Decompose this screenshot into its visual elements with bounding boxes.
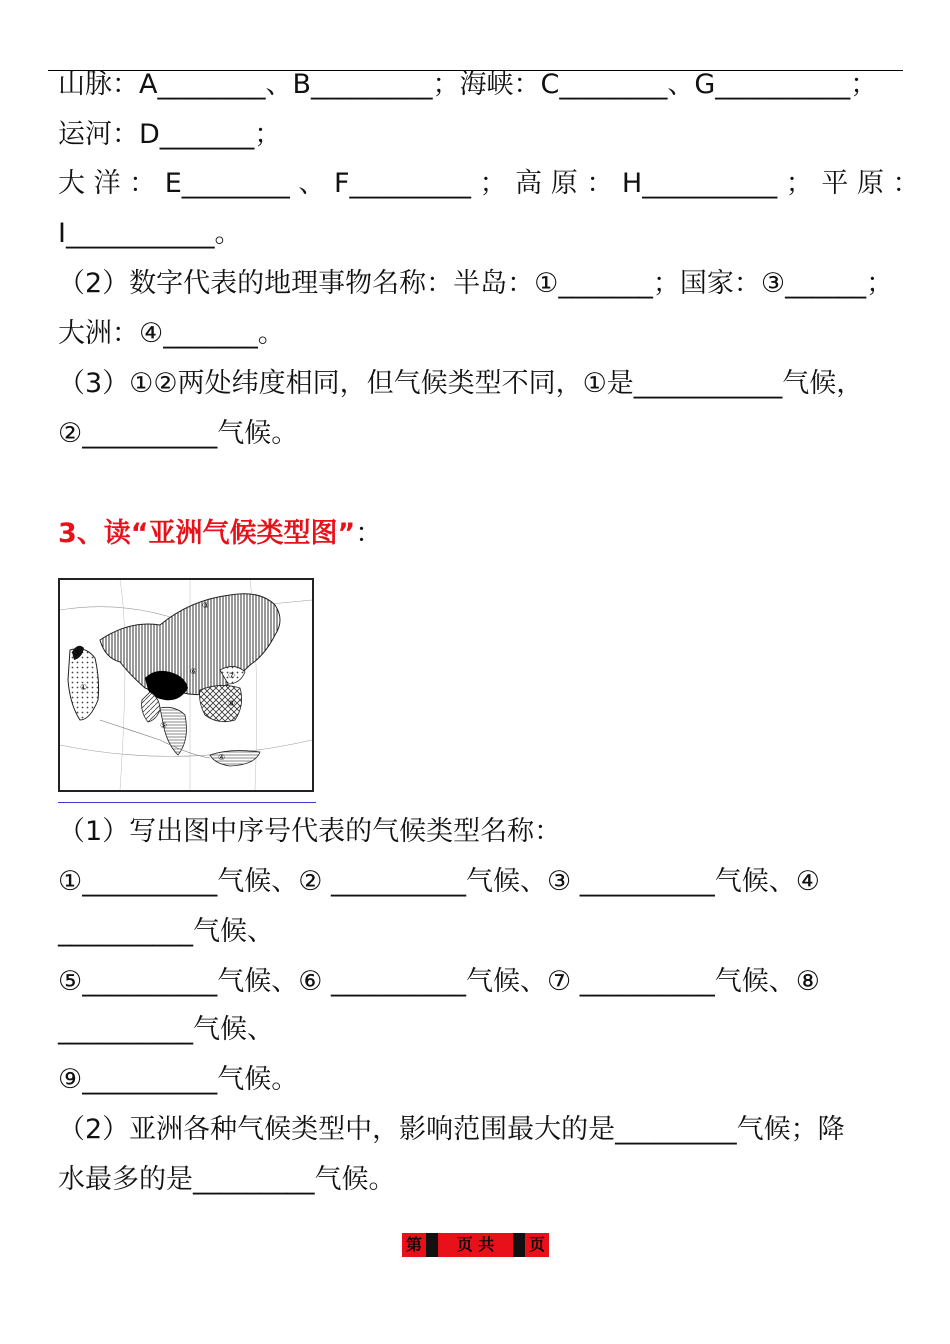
text-line: ①__________气候、② __________气候、③ __________气候、④ [58,866,820,897]
map-underline [58,802,316,803]
page-footer [402,1233,549,1257]
map-label: ② [74,649,82,658]
text-line: （3）①②两处纬度相同，但气候类型不同，①是___________气候， [58,368,864,399]
map-label: ④ [218,753,226,762]
map-label: ⑥ [190,667,198,676]
text-line: ②__________气候。 [58,418,299,449]
map-label: ① [80,683,88,692]
text-line: ⑤__________气候、⑥ __________气候、⑦ __________气候、⑧ [58,966,820,997]
footer-page-label: 第 [402,1233,426,1257]
map-label: ③ [202,601,210,610]
footer-end-label: 页 [525,1233,549,1257]
text-line: __________气候、 [58,916,274,947]
map-drawing [60,580,312,790]
text-line: 大洲：④_______。 [58,318,285,349]
asia-climate-map [58,578,314,792]
text-line: （2）数字代表的地理事物名称：半岛：①_______；国家：③______； [58,268,894,299]
text-line: 水最多的是_________气候。 [58,1164,396,1195]
map-label: ⑤ [160,721,168,730]
map-label: ⑧ [228,699,236,708]
heading-colon: ： [355,518,383,549]
footer-page-number-box [426,1233,438,1257]
footer-mid-label: 页 共 [438,1233,513,1257]
text-line: 运河：D_______； [58,119,282,150]
text-line: ⑨__________气候。 [58,1064,299,1095]
text-line: （2）亚洲各种气候类型中，影响范围最大的是_________气候；降 [58,1114,845,1145]
footer-total-pages-box [513,1233,525,1257]
text-line: I___________。 [58,218,242,249]
map-label: ⑨ [170,699,178,708]
text-line: 山脉：A________、B_________；海峡：C________、G__________； [58,69,878,100]
question-3-heading [58,517,382,551]
text-line: （1）写出图中序号代表的气候类型名称： [58,816,562,847]
heading-text: 3、读“亚洲气候类型图” [58,518,356,549]
text-line: __________气候、 [58,1014,274,1045]
text-line: 大 洋 ： E________ 、 F_________ ； 高 原 ： H__________ ； 平 原 ： [58,168,920,199]
map-label: ⑦ [228,671,236,680]
